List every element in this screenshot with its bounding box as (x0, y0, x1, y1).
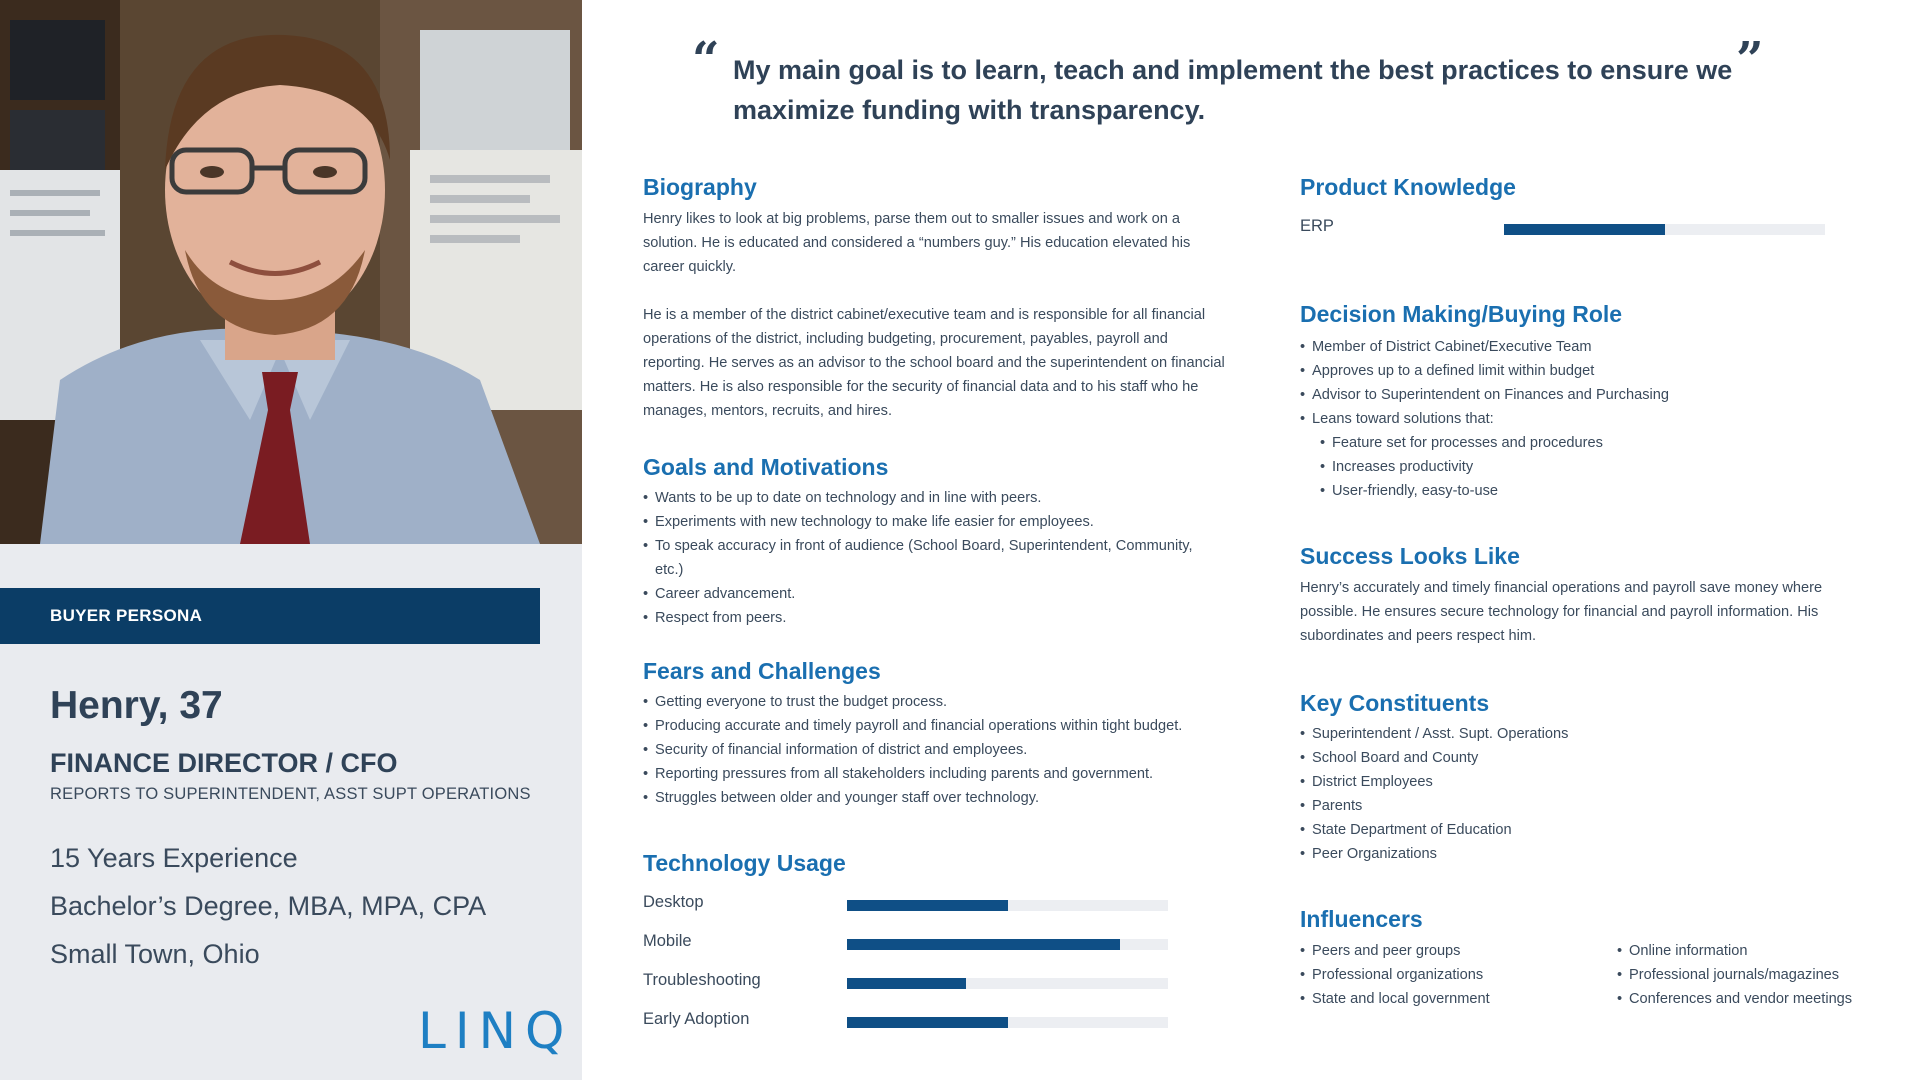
list-item: • Member of District Cabinet/Executive Team (1300, 335, 1860, 359)
list-item: • Career advancement. (643, 582, 1203, 606)
list-item: • Producing accurate and timely payroll and financial operations within tight budget. (643, 714, 1263, 738)
biography-heading: Biography (643, 174, 757, 200)
goals-list-wrap (643, 486, 1203, 630)
list-item: • Professional journals/magazines (1617, 963, 1907, 987)
bar-label: Early Adoption (643, 1010, 750, 1028)
biography-text (643, 207, 1228, 447)
persona-quote: My main goal is to learn, teach and implement the best practices to ensure we maximize funding with transparency. (733, 55, 1733, 125)
profile-panel (0, 0, 582, 1080)
constituents-list (1300, 722, 1860, 866)
fears-heading: Fears and Challenges (643, 658, 881, 684)
list-item: • Struggles between older and younger staff over technology. (643, 786, 1263, 810)
list-item: • District Employees (1300, 770, 1860, 794)
persona-photo (0, 0, 582, 544)
list-item: • State and local government (1300, 987, 1600, 1011)
list-item: • Parents (1300, 794, 1860, 818)
influencers-list-col1 (1300, 939, 1600, 1011)
influencers-col2-wrap (1617, 939, 1907, 1011)
biography-paragraph: Henry likes to look at big problems, parse them out to smaller issues and work on a solution. He is educated and considered a “numbers guy.” His education elevated his career quickly. (643, 211, 1191, 275)
fact-experience: 15 Years Experience (50, 843, 298, 873)
bar-fill (847, 978, 966, 989)
bar-track (847, 978, 1168, 989)
bar-track (847, 900, 1168, 911)
biography-paragraph: He is a member of the district cabinet/executive team and is responsible for all financial operations of the district, including budgeting, procurement, payables, payroll and reporting. He serves as an advisor to the school board and the superintendent on financial matters. He is also responsible for the security of financial data and to his staff who he manages, mentors, recruits, and hires. (643, 307, 1225, 419)
tech-bar-early-adoption (643, 1010, 1168, 1034)
list-item: • Professional organizations (1300, 963, 1600, 987)
list-item: • Leans toward solutions that: (1300, 407, 1860, 431)
success-heading: Success Looks Like (1300, 543, 1520, 569)
list-item: • State Department of Education (1300, 818, 1860, 842)
list-item: • Respect from peers. (643, 606, 1203, 630)
list-item: • Security of financial information of district and employees. (643, 738, 1263, 762)
persona-facts (50, 838, 486, 982)
open-quote-mark: “ (692, 32, 720, 88)
list-item: • Approves up to a defined limit within budget (1300, 359, 1860, 383)
tech-bar-troubleshooting (643, 971, 1168, 995)
bar-label: Troubleshooting (643, 971, 761, 989)
list-item: • Wants to be up to date on technology and in line with peers. (643, 486, 1203, 510)
list-item: • Reporting pressures from all stakeholders including parents and government. (643, 762, 1263, 786)
bar-track (847, 1017, 1168, 1028)
bar-track (1504, 224, 1825, 235)
list-item: • Advisor to Superintendent on Finances and Purchasing (1300, 383, 1860, 407)
bar-label: ERP (1300, 217, 1334, 235)
bar-fill (847, 939, 1120, 950)
list-item: • Peer Organizations (1300, 842, 1860, 866)
constituents-list-wrap (1300, 722, 1860, 866)
list-item: • To speak accuracy in front of audience (School Board, Superintendent, Community, etc.) (643, 534, 1203, 582)
decision-list-wrap (1300, 335, 1860, 503)
bar-fill (847, 1017, 1008, 1028)
bar-fill (1504, 224, 1665, 235)
tech-bar-desktop (643, 893, 1168, 917)
sub-list-item: • Increases productivity (1300, 455, 1860, 479)
product-knowledge-heading: Product Knowledge (1300, 174, 1516, 200)
linq-logo: LINQ (418, 1002, 574, 1060)
list-item: • Online information (1617, 939, 1907, 963)
technology-heading: Technology Usage (643, 850, 846, 876)
list-item: • Getting everyone to trust the budget process. (643, 690, 1263, 714)
product-bar-erp (1300, 217, 1825, 241)
close-quote-mark: ” (1736, 32, 1764, 88)
decision-list (1300, 335, 1860, 503)
list-item: • Peers and peer groups (1300, 939, 1600, 963)
persona-name: Henry, 37 (50, 684, 223, 727)
influencers-list-col2 (1617, 939, 1907, 1011)
constituents-heading: Key Constituents (1300, 690, 1490, 716)
tech-bar-mobile (643, 932, 1168, 956)
influencers-heading: Influencers (1300, 906, 1423, 932)
bar-label: Desktop (643, 893, 704, 911)
goals-heading: Goals and Motivations (643, 454, 889, 480)
sub-list-item: • User-friendly, easy-to-use (1300, 479, 1860, 503)
persona-job-title: FINANCE DIRECTOR / CFO (50, 748, 398, 778)
portrait-image (0, 0, 582, 544)
success-text: Henry’s accurately and timely financial operations and payroll save money where possible. He ensures secure technology for financial and payroll information. His subordinates and peers respect him. (1300, 580, 1823, 644)
goals-list (643, 486, 1203, 630)
persona-reports-to: REPORTS TO SUPERINTENDENT, ASST SUPT OPERATIONS (50, 785, 531, 803)
buyer-persona-banner: BUYER PERSONA (0, 588, 540, 644)
fact-location: Small Town, Ohio (50, 939, 260, 969)
bar-label: Mobile (643, 932, 692, 950)
bar-track (847, 939, 1168, 950)
list-item: • School Board and County (1300, 746, 1860, 770)
decision-heading: Decision Making/Buying Role (1300, 301, 1623, 327)
list-item: • Superintendent / Asst. Supt. Operations (1300, 722, 1860, 746)
fact-education: Bachelor’s Degree, MBA, MPA, CPA (50, 891, 487, 921)
bar-fill (847, 900, 1008, 911)
influencers-col1-wrap (1300, 939, 1600, 1011)
list-item: • Conferences and vendor meetings (1617, 987, 1907, 1011)
sub-list-item: • Feature set for processes and procedures (1300, 431, 1860, 455)
list-item: • Experiments with new technology to make life easier for employees. (643, 510, 1203, 534)
fears-list-wrap (643, 690, 1263, 810)
fears-list (643, 690, 1263, 810)
